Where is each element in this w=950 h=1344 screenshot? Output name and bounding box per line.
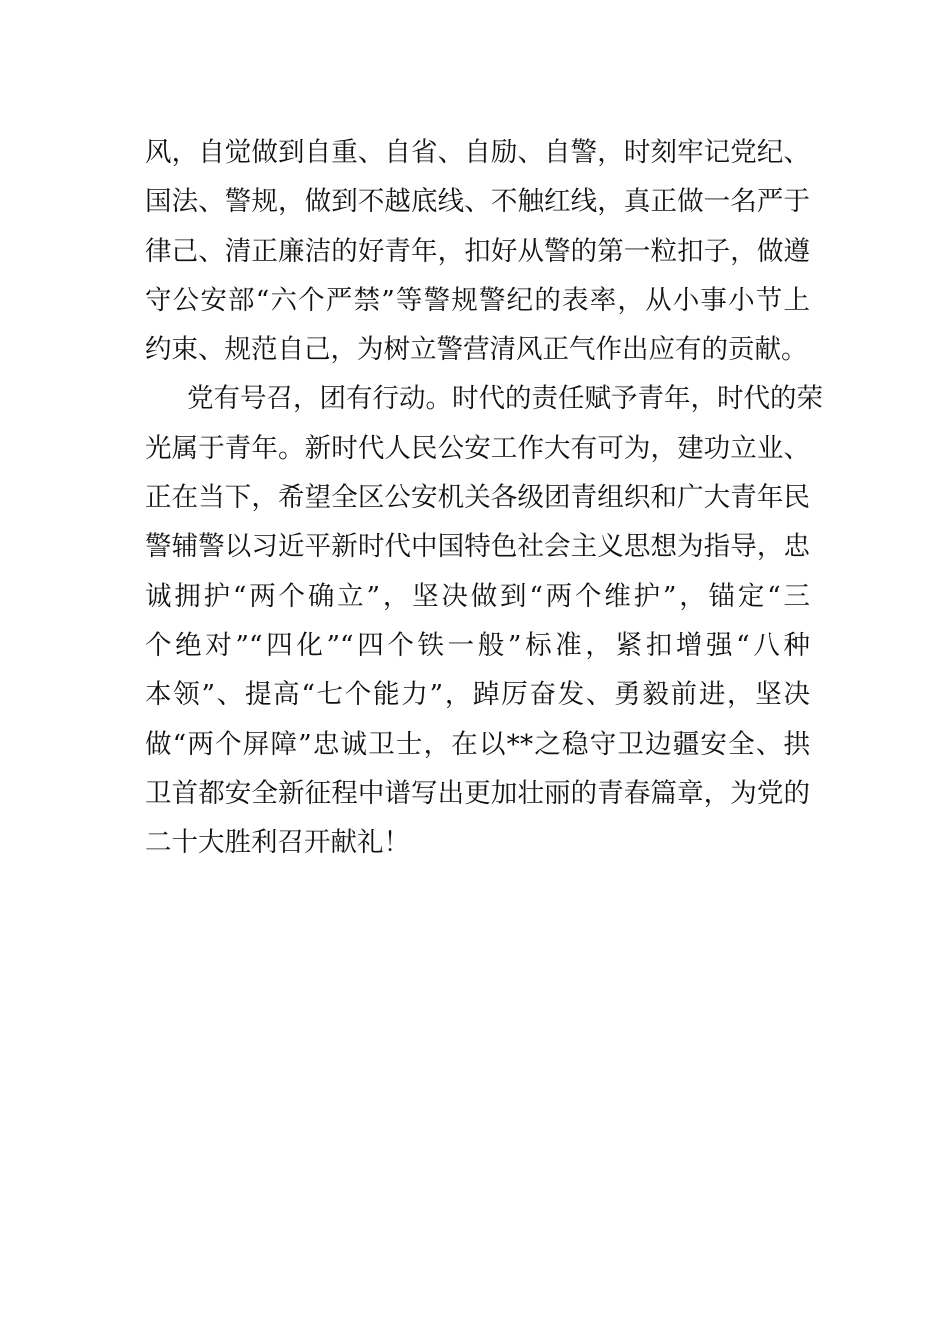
document-body <box>145 128 823 867</box>
text-line: 警辅警以习近平新时代中国特色社会主义思想为指导，忠 <box>145 531 810 563</box>
text-line: 党有号召，团有行动。时代的责任赋予青年，时代的荣 <box>187 383 823 415</box>
text-line: 律己、清正廉洁的好青年，扣好从警的第一粒扣子，做遵 <box>145 235 810 267</box>
text-line: 二十大胜利召开献礼！ <box>145 827 410 859</box>
text-line: 做“两个屏障”忠诚卫士，在以**之稳守卫边疆安全、拱 <box>145 728 810 760</box>
text-line: 约束、规范自己，为树立警营清风正气作出应有的贡献。 <box>145 334 808 366</box>
paragraph-1 <box>145 128 810 374</box>
text-line: 正在当下，希望全区公安机关各级团青组织和广大青年民 <box>145 482 810 514</box>
text-line: 光属于青年。新时代人民公安工作大有可为，建功立业、 <box>145 432 810 464</box>
text-line: 个绝对”“四化”“四个铁一般”标准，紧扣增强“八种 <box>145 629 810 661</box>
text-line: 风，自觉做到自重、自省、自励、自警，时刻牢记党纪、 <box>145 137 810 168</box>
text-line: 守公安部“六个严禁”等警规警纪的表率，从小事小节上 <box>145 284 810 316</box>
text-line: 卫首都安全新征程中谱写出更加壮丽的青春篇章，为党的 <box>145 777 810 809</box>
text-line: 本领”、提高“七个能力”，踔厉奋发、勇毅前进，坚决 <box>145 679 810 711</box>
text-line: 诚拥护“两个确立”，坚决做到“两个维护”，锚定“三 <box>145 580 810 612</box>
text-line: 国法、警规，做到不越底线、不触红线，真正做一名严于 <box>145 186 810 218</box>
paragraph-2 <box>145 374 823 867</box>
